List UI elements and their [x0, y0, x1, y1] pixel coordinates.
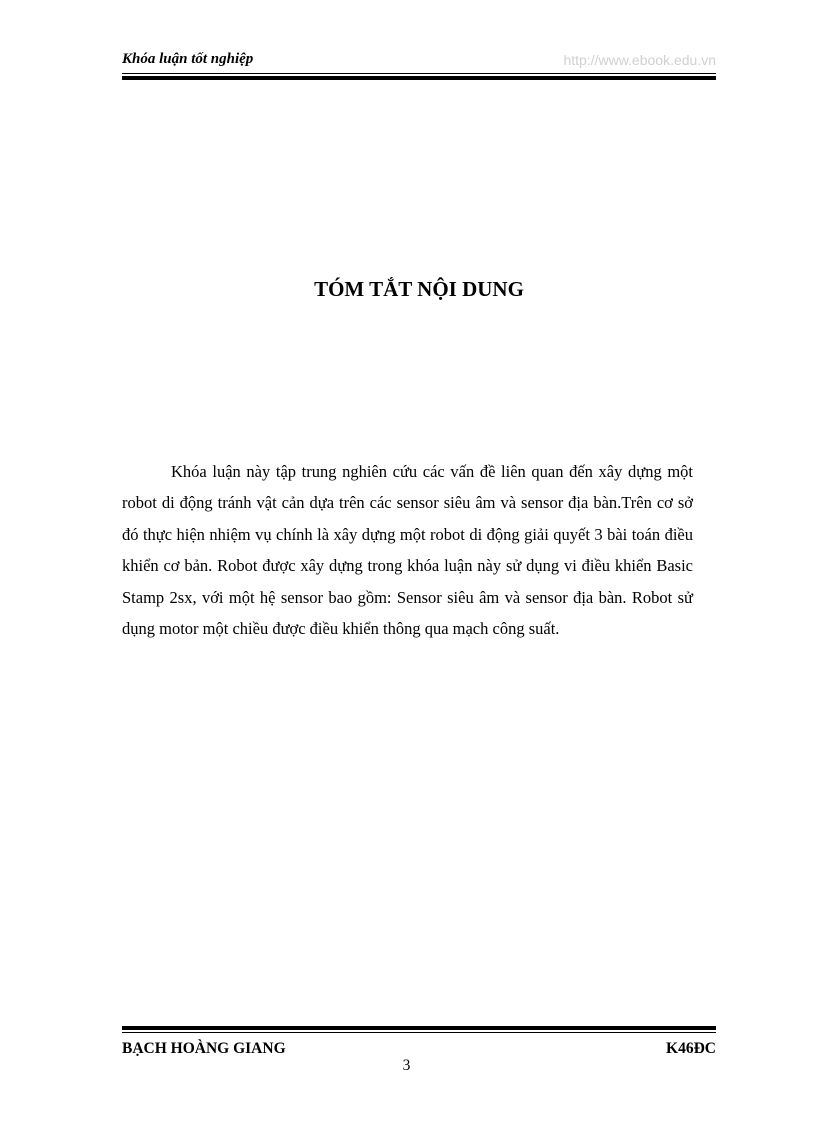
footer-divider-thick	[122, 1026, 716, 1030]
header-divider-thick	[122, 76, 716, 80]
header-title: Khóa luận tốt nghiệp	[122, 51, 254, 67]
header-watermark-link[interactable]: http://www.ebook.edu.vn	[563, 52, 716, 68]
footer-divider-thin	[122, 1032, 716, 1033]
page-header	[122, 49, 716, 69]
page-number: 3	[402, 1057, 411, 1074]
page-title: TÓM TẮT NỘI DUNG	[314, 277, 524, 301]
summary-paragraph: Khóa luận này tập trung nghiên cứu các vấn đề liên quan đến xây dựng một robot di động tránh vật cản dựa trên các sensor siêu âm và sensor địa bàn.Trên cơ sở đó thực hiện nhiệm vụ chính là xây dựng một robot di động giải quyết 3 bài toán điều khiển cơ bản. Robot được xây dựng trong khóa luận này sử dụng vi điều khiển Basic Stamp 2sx, với một hệ sensor bao gồm: Sensor siêu âm và sensor địa bàn. Robot sử dụng motor một chiều được điều khiển thông qua mạch công suất.	[122, 462, 693, 639]
footer-class-code: K46ĐC	[666, 1040, 716, 1057]
header-divider-thin	[122, 73, 716, 74]
footer-author: BẠCH HOÀNG GIANG	[122, 1040, 286, 1057]
